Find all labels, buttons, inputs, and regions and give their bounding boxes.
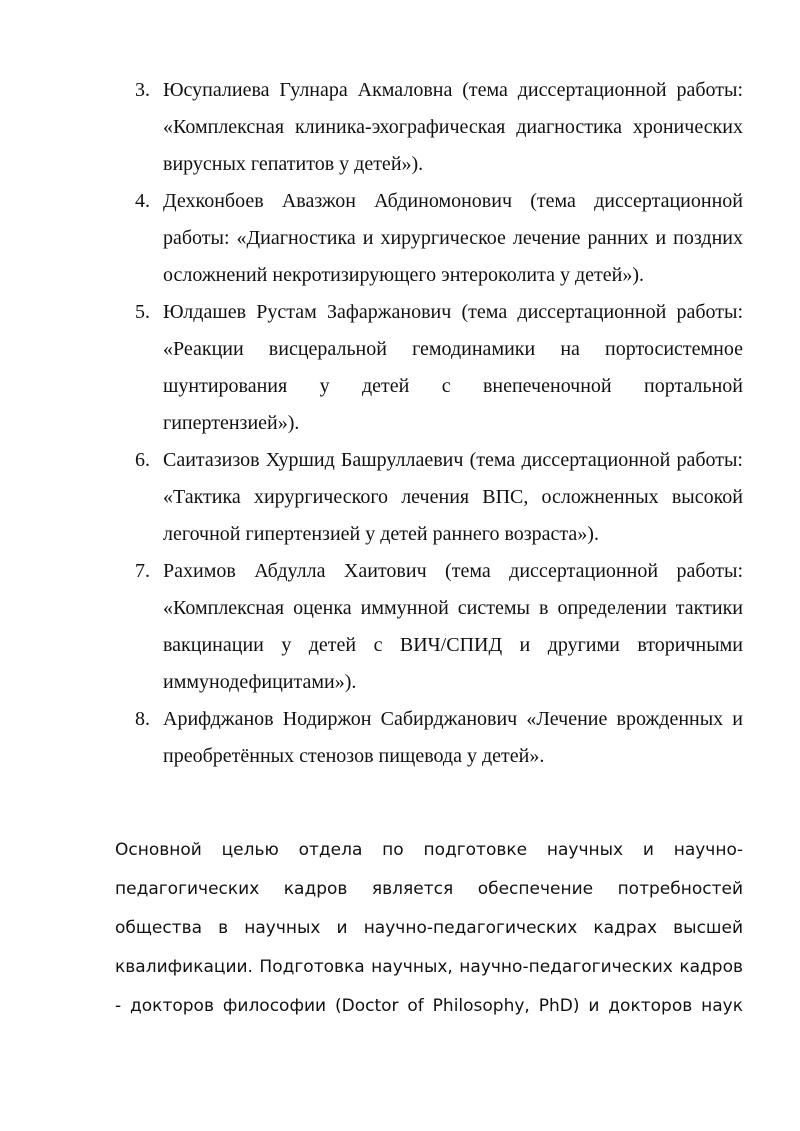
list-item-text: Юлдашев Рустам Зафаржанович (тема диссертационной работы: «Реакции висцеральной гемодинамики на портосистемное шунтирования у детей с внепеченочной портальной гипертензией»). [163,301,743,434]
list-item-text: Саитазизов Хуршид Башруллаевич (тема диссертационной работы: «Тактика хирургического лечения ВПС, осложненных высокой легочной гипертензией у детей раннего возраста»). [163,449,743,545]
list-item-number: 7. [135,560,150,582]
list-item-text: Юсупалиева Гулнара Акмаловна (тема диссертационной работы: «Комплексная клиника-эхографическая диагностика хронических вирусных гепатитов у детей»). [163,79,743,175]
list-item [135,553,743,701]
list-item [135,72,743,183]
body-paragraph: Основной целью отдела по подготовке научных и научно-педагогических кадров является обеспечение потребностей общества в научных и научно-педагогических кадрах высшей квалификации. Подготовка научных, научно-педагогических кадров - докторов философии (Doctor of Philosophy, PhD) и докторов наук [115,840,743,1016]
list-item-number: 4. [135,190,150,212]
list-item-number: 8. [135,708,150,730]
list-item [135,183,743,294]
list-item [135,701,743,775]
list-item [135,294,743,442]
list-item-number: 5. [135,301,150,323]
list-item-number: 6. [135,449,150,471]
list-item-text: Рахимов Абдулла Хаитович (тема диссертационной работы: «Комплексная оценка иммунной системы в определении тактики вакцинации у детей с ВИЧ/СПИД и другими вторичными иммунодефицитами»). [163,560,743,693]
list-item-text: Дехконбоев Авазжон Абдиномонович (тема диссертационной работы: «Диагностика и хирургическое лечение ранних и поздних осложнений некротизирующего энтероколита у детей»). [163,190,743,286]
dissertation-list [135,72,743,775]
list-item-text: Арифджанов Нодиржон Сабирджанович «Лечение врожденных и преобретённых стенозов пищевода у детей». [163,708,743,767]
list-item [135,442,743,553]
list-item-number: 3. [135,79,150,101]
